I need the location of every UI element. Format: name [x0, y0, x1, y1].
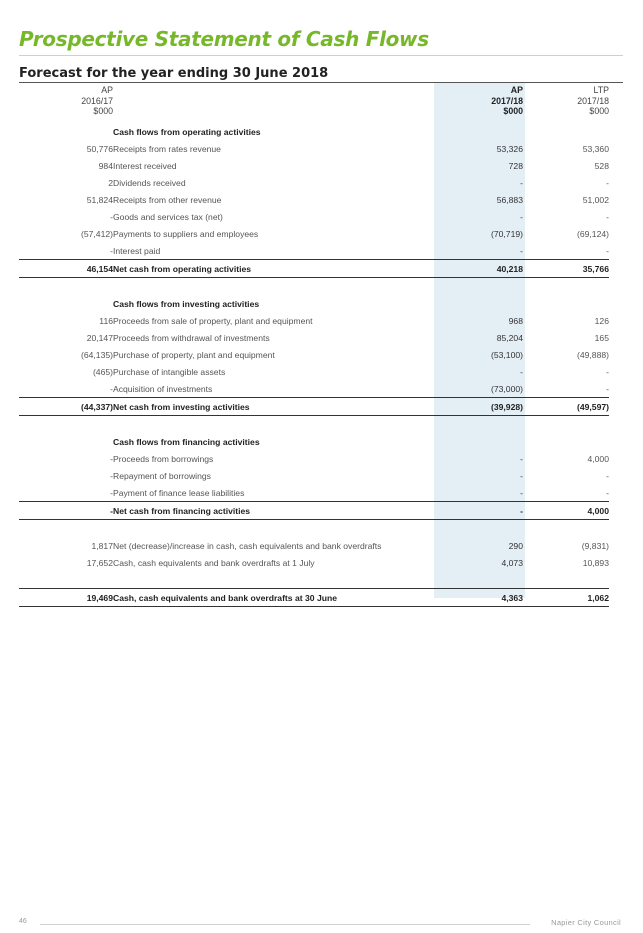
- cell-ltp-2017-18: 10,893: [582, 557, 609, 568]
- col-header-ap-2017-18: [434, 84, 526, 123]
- cell-ltp-2017-18: -: [606, 177, 609, 188]
- cell-description: Acquisition of investments: [113, 383, 213, 394]
- cell-ap-2017-18: -: [520, 211, 523, 222]
- cell-ap-2017-18: 4,073: [501, 557, 523, 568]
- cell-description: [113, 520, 434, 538]
- col-header-ap-2016-17: [19, 84, 113, 123]
- table-row: [19, 329, 609, 346]
- cell-ap-2017-18: -: [434, 502, 526, 520]
- cell-ap-2016-17: -: [110, 211, 113, 222]
- cell-ap-2017-18: [434, 571, 526, 589]
- cell-description: Receipts from rates revenue: [113, 143, 221, 154]
- cell-ap-2016-17: -: [110, 245, 113, 256]
- table-row: [19, 554, 609, 571]
- col-header-ap-2016-17-line1: AP: [101, 85, 113, 95]
- closing-balance-row: [19, 589, 609, 607]
- cell-ap-2016-17: [19, 571, 113, 589]
- cell-description: Proceeds from withdrawal of investments: [113, 332, 270, 343]
- cell-ap-2016-17: 50,776: [86, 143, 113, 154]
- cell-ap-2017-18: (53,100): [490, 349, 523, 360]
- col-header-ap-2016-17-line2: 2016/17: [81, 95, 113, 106]
- cell-ltp-2017-18: -: [606, 470, 609, 481]
- cell-ap-2017-18: (39,928): [434, 398, 526, 416]
- cell-ltp-2017-18: [526, 295, 609, 312]
- cell-description: Proceeds from sale of property, plant and equipment: [113, 315, 313, 326]
- cell-ltp-2017-18: [526, 433, 609, 450]
- section-heading-row: [19, 123, 609, 140]
- cell-ap-2017-18: 53,326: [496, 143, 523, 154]
- cell-description: Purchase of property, plant and equipment: [113, 349, 275, 360]
- cell-ltp-2017-18: 51,002: [582, 194, 609, 205]
- cell-ap-2017-18: -: [520, 487, 523, 498]
- cell-description: [113, 571, 434, 589]
- cell-ltp-2017-18: 4,000: [526, 502, 609, 520]
- cell-ltp-2017-18: (49,597): [526, 398, 609, 416]
- subtotal-row: [19, 398, 609, 416]
- table-row: [19, 225, 609, 242]
- cell-ap-2017-18: 290: [508, 540, 523, 551]
- cell-ap-2017-18: [434, 433, 526, 450]
- cell-ap-2016-17: [19, 416, 113, 434]
- cell-ltp-2017-18: (69,124): [576, 228, 609, 239]
- cell-description: Net cash from investing activities: [113, 398, 434, 416]
- cell-ltp-2017-18: 4,000: [587, 453, 609, 464]
- cell-ltp-2017-18: -: [606, 211, 609, 222]
- cell-description: Net cash from operating activities: [113, 260, 434, 278]
- table-row: [19, 174, 609, 191]
- cell-ltp-2017-18: -: [606, 366, 609, 377]
- col-header-ap-2017-18-line2: 2017/18: [491, 95, 523, 106]
- cell-ap-2017-18: 968: [508, 315, 523, 326]
- cell-description: Net cash from financing activities: [113, 502, 434, 520]
- cell-description: Cash flows from operating activities: [113, 126, 261, 137]
- cell-ap-2016-17: -: [110, 383, 113, 394]
- table-row: [19, 140, 609, 157]
- cell-description: Payment of finance lease liabilities: [113, 487, 245, 498]
- cell-ap-2017-18: [434, 416, 526, 434]
- spacer-row: [19, 278, 609, 296]
- cell-ap-2017-18: [434, 520, 526, 538]
- cell-ltp-2017-18: 126: [594, 315, 609, 326]
- col-header-ltp-2017-18-line1: LTP: [593, 85, 609, 95]
- cell-description: [113, 416, 434, 434]
- subtotal-row: [19, 502, 609, 520]
- cash-flow-table-body: [19, 123, 609, 607]
- page-subtitle: Forecast for the year ending 30 June 2018: [19, 66, 329, 81]
- cell-ap-2017-18: 728: [508, 160, 523, 171]
- cell-ap-2016-17: -: [19, 502, 113, 520]
- cell-description: Cash, cash equivalents and bank overdrafts at 30 June: [113, 589, 434, 607]
- col-header-description: [113, 84, 434, 123]
- table-row: [19, 242, 609, 260]
- cell-ltp-2017-18: 1,062: [526, 589, 609, 607]
- cell-ltp-2017-18: 35,766: [526, 260, 609, 278]
- cell-ap-2016-17: 20,147: [86, 332, 113, 343]
- table-row: [19, 346, 609, 363]
- cell-description: Proceeds from borrowings: [113, 453, 214, 464]
- cell-ap-2017-18: (70,719): [490, 228, 523, 239]
- cell-ap-2017-18: [434, 295, 526, 312]
- cell-description: [113, 278, 434, 296]
- subtotal-row: [19, 260, 609, 278]
- cell-ap-2017-18: 40,218: [434, 260, 526, 278]
- cell-ap-2016-17: 984: [98, 160, 113, 171]
- spacer-row: [19, 416, 609, 434]
- spacer-row: [19, 571, 609, 589]
- table-row: [19, 191, 609, 208]
- cell-ap-2016-17: [19, 123, 113, 140]
- cell-ap-2016-17: 19,469: [19, 589, 113, 607]
- page-title: Prospective Statement of Cash Flows: [19, 27, 429, 51]
- col-header-ltp-2017-18-line2: 2017/18: [577, 95, 609, 106]
- cell-description: Dividends received: [113, 177, 186, 188]
- section-heading-row: [19, 295, 609, 312]
- cell-ap-2017-18: 4,363: [434, 589, 526, 607]
- cell-ap-2016-17: (64,135): [80, 349, 113, 360]
- cell-ap-2016-17: [19, 295, 113, 312]
- cell-description: Cash flows from financing activities: [113, 436, 260, 447]
- cell-description: Interest received: [113, 160, 177, 171]
- cell-ltp-2017-18: -: [606, 383, 609, 394]
- table-row: [19, 450, 609, 467]
- cell-ap-2017-18: -: [520, 470, 523, 481]
- cell-ltp-2017-18: -: [606, 245, 609, 256]
- cell-ap-2016-17: 17,652: [86, 557, 113, 568]
- table-row: [19, 157, 609, 174]
- cell-description: Payments to suppliers and employees: [113, 228, 259, 239]
- table-row: [19, 467, 609, 484]
- cell-ltp-2017-18: [526, 520, 609, 538]
- cell-ltp-2017-18: -: [606, 487, 609, 498]
- cash-flow-table: [19, 84, 609, 607]
- table-row: [19, 363, 609, 380]
- table-header-row: [19, 84, 609, 123]
- spacer-row: [19, 520, 609, 538]
- section-heading-row: [19, 433, 609, 450]
- table-row: [19, 537, 609, 554]
- cell-ap-2017-18: -: [520, 366, 523, 377]
- cell-ap-2017-18: [434, 278, 526, 296]
- cell-ap-2016-17: 1,817: [91, 540, 113, 551]
- footer-divider: [40, 924, 530, 925]
- title-divider: [19, 55, 623, 56]
- cell-ltp-2017-18: 53,360: [582, 143, 609, 154]
- cell-ap-2016-17: (44,337): [19, 398, 113, 416]
- cell-ltp-2017-18: 165: [594, 332, 609, 343]
- col-header-ltp-2017-18: [526, 84, 609, 123]
- cell-description: Net (decrease)/increase in cash, cash equivalents and bank overdrafts: [113, 540, 382, 551]
- cell-description: Interest paid: [113, 245, 161, 256]
- cell-ap-2016-17: 2: [108, 177, 113, 188]
- col-header-ap-2017-18-line3: $000: [503, 106, 523, 116]
- cell-ap-2017-18: 85,204: [496, 332, 523, 343]
- cell-ap-2016-17: (57,412): [80, 228, 113, 239]
- subtitle-divider: [19, 82, 623, 83]
- cell-ltp-2017-18: [526, 278, 609, 296]
- cell-description: Cash, cash equivalents and bank overdrafts at 1 July: [113, 557, 315, 568]
- cell-description: Cash flows from investing activities: [113, 298, 260, 309]
- cell-ltp-2017-18: 528: [594, 160, 609, 171]
- cell-ap-2016-17: 46,154: [19, 260, 113, 278]
- cell-description: Purchase of intangible assets: [113, 366, 226, 377]
- footer-organisation: Napier City Council: [551, 918, 621, 927]
- cell-ap-2017-18: (73,000): [490, 383, 523, 394]
- cell-ap-2016-17: [19, 433, 113, 450]
- cell-ap-2017-18: -: [520, 453, 523, 464]
- cell-ap-2016-17: 51,824: [86, 194, 113, 205]
- cell-ap-2016-17: [19, 278, 113, 296]
- cell-ap-2017-18: [434, 123, 526, 140]
- table-row: [19, 380, 609, 398]
- cell-ltp-2017-18: [526, 123, 609, 140]
- col-header-ap-2016-17-line3: $000: [93, 106, 113, 116]
- cell-ltp-2017-18: [526, 416, 609, 434]
- cell-ltp-2017-18: (9,831): [581, 540, 609, 551]
- cell-ltp-2017-18: (49,888): [576, 349, 609, 360]
- col-header-ltp-2017-18-line3: $000: [589, 106, 609, 116]
- cell-ap-2017-18: -: [520, 177, 523, 188]
- cell-description: Receipts from other revenue: [113, 194, 222, 205]
- cell-ap-2016-17: -: [110, 453, 113, 464]
- cell-ap-2016-17: -: [110, 487, 113, 498]
- col-header-ap-2017-18-line1: AP: [510, 85, 523, 95]
- cell-ap-2016-17: -: [110, 470, 113, 481]
- cell-description: Repayment of borrowings: [113, 470, 211, 481]
- cell-ltp-2017-18: [526, 571, 609, 589]
- table-row: [19, 312, 609, 329]
- table-row: [19, 484, 609, 502]
- page-number: 46: [19, 918, 27, 925]
- cell-ap-2017-18: -: [520, 245, 523, 256]
- table-row: [19, 208, 609, 225]
- cell-ap-2016-17: 116: [99, 315, 113, 326]
- cell-ap-2017-18: 56,883: [496, 194, 523, 205]
- cell-ap-2016-17: [19, 520, 113, 538]
- cell-description: Goods and services tax (net): [113, 211, 223, 222]
- cell-ap-2016-17: (465): [92, 366, 113, 377]
